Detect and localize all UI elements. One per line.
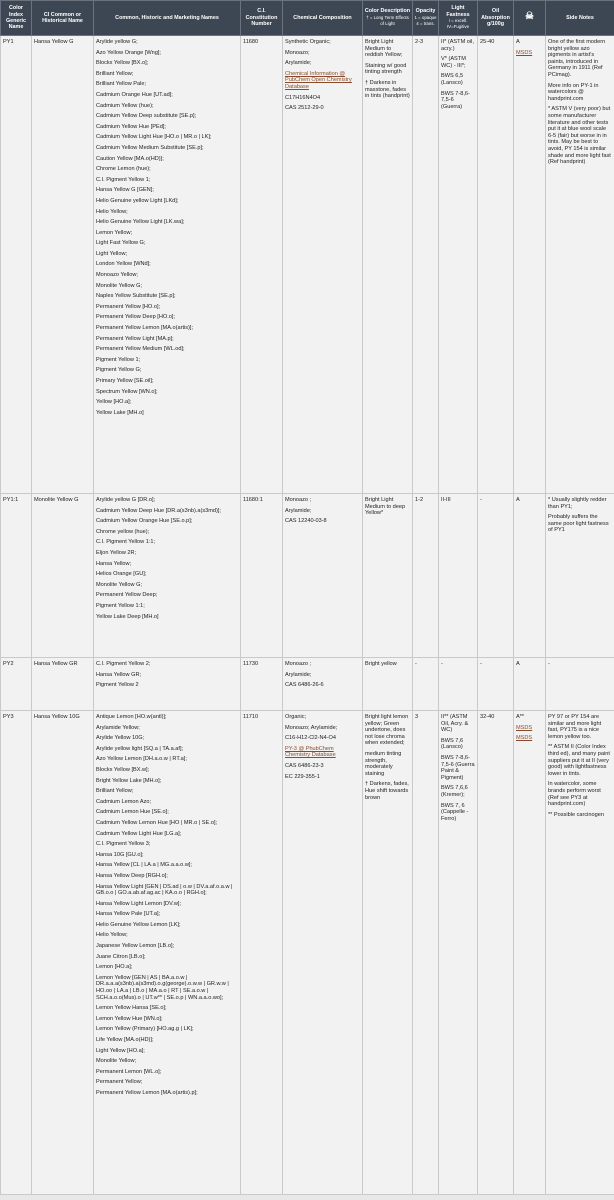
list-item[interactable]: Hansa Yellow GR; <box>96 671 142 678</box>
lightfastness-cell <box>439 711 478 1195</box>
description-item: Bright Light Medium to deep Yellow* <box>365 497 406 517</box>
header-oil-absorption[interactable]: Oil Absorption g/100g <box>478 1 514 36</box>
header-description[interactable] <box>363 1 413 36</box>
chemical-item: CAS 2512-29-0 <box>285 105 324 112</box>
list-item[interactable]: Lemon Yellow Hue [WN.o]; <box>96 1015 163 1022</box>
list-item[interactable]: Permanent Yellow [HO.o]; <box>96 303 161 310</box>
note-item: ** Possible carcinogen <box>548 811 604 818</box>
description-cell <box>363 711 413 1195</box>
list-item[interactable]: Helio Genuine yellow Light [LKd]; <box>96 197 179 204</box>
opacity-cell: 2-3 <box>413 36 439 494</box>
list-item[interactable]: Cadmium Yellow Light Hue [LG.a]; <box>96 830 182 837</box>
note-item: In watercolor, some brands perform worst (Ref see PY3 at handprint.com) <box>548 781 601 808</box>
oil-absorption-cell: 25-40 <box>478 36 514 494</box>
chemical-item: C16-H12-Cl2-N4-O4 <box>285 735 336 742</box>
toxicity-rating: A <box>516 497 520 503</box>
ci-name-cell: Hansa Yellow G <box>32 36 94 494</box>
list-item[interactable]: Azo Yellow Orange [Wng]; <box>96 49 161 56</box>
list-item[interactable]: Naples Yellow Substitute [SE.p]; <box>96 293 176 300</box>
chemical-item: Monoazo ; <box>285 497 312 503</box>
list-item[interactable]: Hansa Yellow Light Lemon [DV.w]; <box>96 900 181 907</box>
lightfastness-item: BWS 7,6,6 (Kremer); <box>441 785 468 798</box>
constitution-cell: 11730 <box>241 658 283 711</box>
toxicity-rating: A <box>516 39 520 45</box>
list-item[interactable]: Cadmium Yellow Deep Hue [DR.a(s3nb).a(s3md)]; <box>96 507 221 514</box>
list-item[interactable]: Cadmium Yellow Light Hue [HO.o | MR.o | LK]; <box>96 134 212 141</box>
opacity-cell: 1-2 <box>413 494 439 658</box>
list-item[interactable]: Cadmium Yellow Deep substitute [SE.p]; <box>96 113 197 120</box>
table-row <box>1 494 614 658</box>
chemical-item: EC 229-355-1 <box>285 773 320 780</box>
note-item: PY 97 or PY 154 are similar and more light fast, PY175 is a nice lemon yellow too. <box>548 714 602 740</box>
list-item[interactable]: Yellow Lake Deep [MH.o] <box>96 613 159 620</box>
list-item[interactable]: Life Yellow [MA.o(HD)]; <box>96 1037 154 1043</box>
list-item[interactable]: Arylide yellow G [DR.o]; <box>96 497 156 503</box>
list-item[interactable]: Helio Yellow; <box>96 932 128 939</box>
lightfastness-item: BWS 7, 6 (Cappelle - Ferro) <box>441 802 469 822</box>
chemical-item: CAS 6486-23-3 <box>285 762 324 769</box>
toxicity-cell <box>514 711 546 1195</box>
common-names-cell <box>94 36 241 494</box>
description-item: Bright Light Medium to reddish Yellow; <box>365 39 403 59</box>
oil-absorption-cell: - <box>478 658 514 711</box>
table-row <box>1 711 614 1195</box>
list-item[interactable]: Helio Yellow; <box>96 208 128 215</box>
header-constitution[interactable]: C.I. Constitution Number <box>241 1 283 36</box>
list-item[interactable]: Cadmium Orange Hue [UT.ad]; <box>96 91 173 98</box>
oil-absorption-cell: - <box>478 494 514 658</box>
header-description-label: Color Description <box>364 8 411 15</box>
ci-name-cell: Hansa Yellow 10G <box>32 711 94 1195</box>
generic-name-cell: PY3 <box>1 711 32 1195</box>
list-item[interactable]: Permanent Yellow Lemon [MA.o(artis).p]; <box>96 1089 198 1096</box>
list-item[interactable]: Permanent Yellow Deep; <box>96 592 158 599</box>
common-names-cell <box>94 494 241 658</box>
list-item[interactable]: Hansa Yellow Deep [RGH.o]; <box>96 872 168 879</box>
description-cell <box>363 658 413 711</box>
list-item[interactable]: Lemon Yellow; <box>96 229 133 236</box>
description-item: medium tinting strength, moderately staining <box>365 750 402 777</box>
list-item[interactable]: Light Fast Yellow G; <box>96 240 146 247</box>
list-item[interactable]: Yellow Lake [MH.o] <box>96 409 144 416</box>
ci-name-cell: Monolite Yellow G <box>32 494 94 658</box>
list-item[interactable]: C.I. Pigment Yellow 1; <box>96 176 151 183</box>
list-item[interactable]: Pigment Yellow 1:1; <box>96 602 145 609</box>
msds-link[interactable]: MSDS <box>516 735 533 742</box>
lightfastness-item: BWS 7-8,6-7,5-6 (Guerra) <box>441 90 470 110</box>
header-side-notes[interactable]: Side Notes <box>546 1 614 36</box>
constitution-cell: 11680:1 <box>241 494 283 658</box>
list-item[interactable]: Arylide Yellow 10G; <box>96 735 145 742</box>
header-chemical[interactable]: Chemical Composition <box>283 1 363 36</box>
list-item[interactable]: Chrome yellow (hue); <box>96 528 150 535</box>
list-item[interactable]: Spectrum Yellow [WN.o]; <box>96 388 158 395</box>
lightfastness-item: II* (ASTM oil, acry.) <box>441 39 474 52</box>
common-names-cell <box>94 658 241 711</box>
lightfastness-item: II-III <box>441 497 451 503</box>
note-item: More info on PY-1 in watercolors @ handprint.com <box>548 82 599 102</box>
list-item[interactable]: Lemon Yellow (Primary) [HO.ag.g | LK]; <box>96 1026 194 1033</box>
description-cell <box>363 36 413 494</box>
list-item[interactable]: Helios Orange [GU]; <box>96 571 147 578</box>
msds-link[interactable]: MSDS <box>516 49 533 56</box>
lightfastness-item: BWS 6,5 (Lansco) <box>441 73 464 86</box>
generic-name-cell: PY1:1 <box>1 494 32 658</box>
side-notes-cell <box>546 658 614 711</box>
side-notes-cell <box>546 711 614 1195</box>
list-item[interactable]: Monolite Yellow; <box>96 1058 137 1065</box>
side-notes-cell <box>546 494 614 658</box>
header-opacity[interactable] <box>413 1 439 36</box>
header-row <box>1 1 614 36</box>
list-item[interactable]: Monoazo Yellow; <box>96 272 138 279</box>
description-item: Bright light lemon yellow; Green undertone, does not lose chroma when extended; <box>365 714 409 747</box>
list-item[interactable]: London Yellow [WNd]; <box>96 261 151 268</box>
header-ci-name[interactable]: CI Common or Historical Name <box>32 1 94 36</box>
header-common-names[interactable]: Common, Historic and Marketing Names <box>94 1 241 36</box>
list-item[interactable]: C.I. Pigment Yellow 3; <box>96 841 151 848</box>
note-item: One of the first modern bright yellow azo pigments in artist's paints, introduced in Germany in 1911 (Ref PCimag). <box>548 39 606 78</box>
side-notes-cell <box>546 36 614 494</box>
description-item: † Darkens in masstone, fades in tints (handprint) <box>365 79 410 100</box>
list-item[interactable]: Brilliant Yellow; <box>96 788 134 795</box>
list-item[interactable]: Eljon Yellow 2R; <box>96 549 137 556</box>
list-item[interactable]: Hansa Yellow Pale [UT.a]; <box>96 911 161 918</box>
table-body <box>1 36 614 1195</box>
list-item[interactable]: Lemon [HO.a]; <box>96 964 133 971</box>
list-item[interactable]: Lemon Yellow [GEN | AS | BA.a.o.w | DR.a.a.a(s3nb).a(s3md).o.g(george).o.w.w | GR.w.w | HO.oo | LA.a | LB.o | MA.a.o | RT | SE.a.o.w | SCH.a.o.o(Mus).o | UT.w** | SE.o.p | WN.a.a.o.wo]; <box>96 974 229 1001</box>
list-item[interactable]: Permanent Yellow Medium [WL.od]; <box>96 346 185 353</box>
lightfastness-item: BWS 7-8,6-7,5-6 (Guerra Paint & Pigment) <box>441 754 475 781</box>
chemical-item: Monoazo ; <box>285 661 312 667</box>
list-item[interactable]: Monolite Yellow G; <box>96 282 143 289</box>
oil-absorption-cell: 32-40 <box>478 711 514 1195</box>
list-item[interactable]: Permanent Yellow; <box>96 1079 143 1086</box>
table-row <box>1 658 614 711</box>
list-item[interactable]: Hansa Yellow G [GEN]; <box>96 187 154 194</box>
list-item[interactable]: Light Yellow [HO.a]; <box>96 1047 145 1054</box>
list-item[interactable]: Bright Yellow Lake [MH.o]; <box>96 777 162 784</box>
list-item[interactable]: Permanent Yellow Deep [HO.o]; <box>96 314 175 321</box>
table-row <box>1 36 614 494</box>
note-item: - <box>548 661 550 667</box>
opacity-cell: - <box>413 658 439 711</box>
lightfastness-cell <box>439 658 478 711</box>
list-item[interactable]: Helio Genuine Yellow Light [LK.wa]; <box>96 219 185 226</box>
header-toxicity[interactable] <box>514 1 546 36</box>
chemical-item: Arylamide; <box>285 507 312 514</box>
note-item: Probably suffers the same poor light fastness of PY1 <box>548 514 609 534</box>
chemical-item: Synthetic Organic; <box>285 39 331 45</box>
list-item[interactable]: Blockx Yellow [BX.o]; <box>96 60 149 67</box>
list-item[interactable]: Pigment Yellow G; <box>96 367 142 374</box>
chemical-item: Monoazo; Arylamide; <box>285 724 338 731</box>
chemical-cell <box>283 494 363 658</box>
list-item[interactable]: Cadmium Yellow Medium Substitute [SE.p]; <box>96 144 204 151</box>
lightfastness-cell <box>439 494 478 658</box>
list-item[interactable]: Helio Genuine Yellow Lemon [LK]; <box>96 921 181 928</box>
list-item[interactable]: Antique Lemon [HO.w(antl)]; <box>96 714 167 720</box>
opacity-cell: 3 <box>413 711 439 1195</box>
description-item: † Darkens, fades, Hue shift towards brown <box>365 781 409 801</box>
header-generic-name[interactable]: Color Index Generic Name <box>1 1 32 36</box>
list-item[interactable]: C.I. Pigment Yellow 2; <box>96 661 151 667</box>
list-item[interactable]: Pigment Yellow 2 <box>96 682 139 689</box>
chemical-cell <box>283 711 363 1195</box>
lightfastness-item: V* (ASTM WC) - III*; <box>441 56 466 69</box>
note-item: * Usually slightly redder than PY1; <box>548 497 607 510</box>
constitution-cell: 11680 <box>241 36 283 494</box>
chemical-item[interactable]: Chemical Information @ PubChem Open Chemistry Database <box>285 70 352 90</box>
header-lightfastness-sub: I = excell. IV=Fugitive <box>446 18 470 30</box>
list-item[interactable]: Brilliant Yellow Pale; <box>96 81 147 88</box>
list-item[interactable]: Permanent Yellow Light [MA.p]; <box>96 335 174 342</box>
chemical-item: Organic; <box>285 714 307 720</box>
header-description-sub: † = Long Term Effects of Light <box>366 14 409 27</box>
lightfastness-item: - <box>441 661 443 667</box>
header-opacity-sub: 1 = opaque 4 = trans. <box>414 14 437 27</box>
list-item[interactable]: Light Yellow; <box>96 250 128 257</box>
toxicity-cell <box>514 658 546 711</box>
list-item[interactable]: Arylide yellow G; <box>96 39 138 45</box>
toxicity-rating: A** <box>516 714 525 720</box>
list-item[interactable]: Permanent Lemon [WL.o]; <box>96 1068 162 1075</box>
list-item[interactable]: Hansa Yellow; <box>96 560 132 567</box>
list-item[interactable]: Hansa Yellow [CL | LA.a | MG.a.a.o.w]; <box>96 862 192 869</box>
list-item[interactable]: Primary Yellow [SE.oil]; <box>96 378 154 384</box>
list-item[interactable]: Arylamide Yellow; <box>96 724 140 731</box>
header-opacity-label: Opacity <box>415 8 436 15</box>
description-item: Staining w/ good tinting strength <box>365 62 407 76</box>
list-item[interactable]: Azo Yellow Lemon [DH.a.o.w | RT.a]; <box>96 756 187 763</box>
lightfastness-cell <box>439 36 478 494</box>
msds-link[interactable]: MSDS <box>516 724 533 731</box>
list-item[interactable]: Chrome Lemon (hue); <box>96 166 151 173</box>
chemical-item: CAS 6486-26-6 <box>285 682 324 689</box>
chemical-item: CAS 12240-03-8 <box>285 518 327 525</box>
chemical-item: Arylamide; <box>285 671 312 678</box>
list-item[interactable]: Yellow [HO.a]; <box>96 399 132 406</box>
toxicity-cell <box>514 494 546 658</box>
list-item[interactable]: Lemon Yellow Hansa [SE.o]; <box>96 1005 167 1012</box>
note-item: ** ASTM II (Color Index third ed), and many paint suppliers put it at II (very good) with lightfastness lower in tints. <box>548 744 610 777</box>
description-cell <box>363 494 413 658</box>
list-item[interactable]: Cadmium Lemon Hue [SE.o]; <box>96 809 169 816</box>
list-item[interactable]: Cadmium Yellow (hue); <box>96 102 154 109</box>
chemical-item: Arylamide; <box>285 60 312 67</box>
list-item[interactable]: Cadmium Yellow Orange Hue [SE.o.p]; <box>96 518 193 525</box>
list-item[interactable]: Monolite Yellow G; <box>96 581 143 588</box>
description-item: Bright yellow <box>365 661 397 667</box>
note-item: * ASTM V (very poor) but some manufacturer literature and other tests put it at blue wool scale 6-5 (fair) but worse in in tints. May be best to avoid, PY 154 is similar shade and more light fast (Ref handprint) <box>548 106 611 166</box>
toxicity-rating: A <box>516 661 520 667</box>
header-lightfastness[interactable] <box>439 1 478 36</box>
list-item[interactable]: C.I. Pigment Yellow 1:1; <box>96 539 156 546</box>
ci-name-cell: Hansa Yellow GR <box>32 658 94 711</box>
list-item[interactable]: Pigment Yellow 1; <box>96 356 141 363</box>
list-item[interactable]: Hansa Yellow Light [GEN | DS.ad | o.w | DV.a.af.o.a.w | GB.o.o | GO.a.ab.af.ag.ac | KA.o.o | RGH.o]; <box>96 883 233 897</box>
list-item[interactable]: Caution Yellow [MA.o(HD)]; <box>96 155 164 162</box>
chemical-item: Monoazo; <box>285 49 310 56</box>
chemical-cell <box>283 658 363 711</box>
chemical-cell <box>283 36 363 494</box>
toxicity-cell <box>514 36 546 494</box>
generic-name-cell: PY2 <box>1 658 32 711</box>
chemical-item[interactable]: PY-3 @ PhubChem Chemistry Database <box>285 745 336 759</box>
skull-crossbones-icon: ☠ <box>525 11 534 23</box>
list-item[interactable]: Juane Citron [LB.o]; <box>96 953 146 960</box>
common-names-cell <box>94 711 241 1195</box>
list-item[interactable]: Cadmium Yellow Lemon Hue [HO | MR.o | SE.o]; <box>96 819 218 826</box>
list-item[interactable]: Japanese Yellow Lemon [LB.o]; <box>96 943 175 950</box>
constitution-cell: 11710 <box>241 711 283 1195</box>
chemical-item: C17H16N4O4 <box>285 94 321 101</box>
list-item[interactable]: Hansa 10G [GU.o]; <box>96 851 144 858</box>
list-item[interactable]: Blockx Yellow [BX.w]; <box>96 766 150 773</box>
generic-name-cell: PY1 <box>1 36 32 494</box>
list-item[interactable]: Arylide yellow light [SQ.a | TA.a.af]; <box>96 745 184 752</box>
lightfastness-item: II** (ASTM Oil, Acry. & WC) <box>441 714 469 734</box>
list-item[interactable]: Cadmium Lemon Azo; <box>96 798 152 805</box>
list-item[interactable]: Brilliant Yellow; <box>96 70 134 77</box>
lightfastness-item: BWS 7,6 (Lansco) <box>441 737 464 751</box>
list-item[interactable]: Cadmium Yellow Hue [PEd]; <box>96 123 166 130</box>
list-item[interactable]: Permanent Yellow Lemon [MA.o(artis)]; <box>96 325 194 332</box>
header-lightfastness-label: Light Fastness <box>446 5 470 18</box>
